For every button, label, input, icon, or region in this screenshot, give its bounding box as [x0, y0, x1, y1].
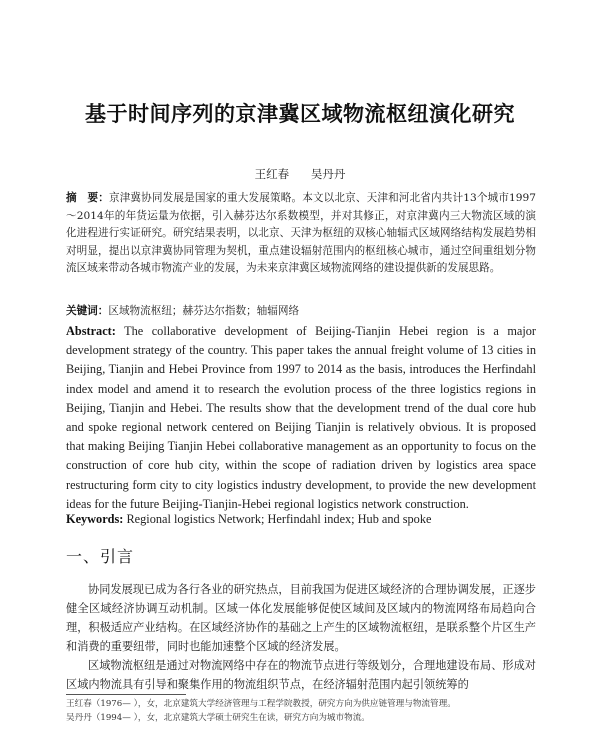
body-paragraph: 协同发展现已成为各行各业的研究热点，目前我国为促进区域经济的合理协调发展，正逐步健全区域经济协调互动机制。区域一体化发展能够促使区域间及区域内的物流网络布局趋向合理，积极适应产业结构。在区域经济协作的基础之上产生的区域物流枢纽，是联系整个片区生产和消费的重要纽带，同时也能加速整个区域的经济发展。 — [66, 583, 536, 653]
chinese-keywords — [66, 303, 536, 320]
author-line — [0, 166, 600, 182]
keywords-text: 区域物流枢纽；赫芬达尔指数；轴辐网络 — [108, 305, 300, 317]
keywords-label: Keywords: — [66, 512, 124, 526]
section-heading: 一、引言 — [66, 547, 135, 566]
abstract-label: Abstract: — [66, 324, 116, 338]
english-abstract — [66, 322, 536, 514]
footnotes — [66, 697, 536, 725]
section-body — [66, 580, 536, 694]
body-paragraph: 区域物流枢纽是通过对物流网络中存在的物流节点进行等级划分，合理地建设布局、形成对区域内物流具有引导和聚集作用的物流组织节点，在经济辐射范围内起引领统筹的 — [66, 659, 536, 691]
footnote: 吴丹丹（1994— ），女，北京建筑大学硕士研究生在读，研究方向为城市物流。 — [66, 713, 370, 723]
chinese-abstract — [66, 190, 536, 278]
paper-title: 基于时间序列的京津冀区域物流枢纽演化研究 — [85, 102, 515, 126]
abstract-text: The collaborative development of Beijing-Tianjin Hebei region is a major development strategy of the country. This paper takes the annual freight volume of 13 cities in Beijing, Tianjin and Hebei Province from 1997 to 2014 as the basis, introduces the Herfindahl index model and amend it to research the evolution process of the three logistics regions in Beijing, Tianjin and Hebei. The results show that the development trend of the dual core hub and spoke regional network centered on Beijing Tianjin is relatively obvious. It is proposed that making Beijing Tianjin Hebei collaborative management as an opportunity to focus on the construction of core hub city, within the scope of radiation driven by logistics area space restructuring form city to city logistics industry development, to provide the new development ideas for the future Beijing-Tianjin-Hebei regional logistics network construction. — [66, 324, 536, 511]
footnote-divider — [66, 694, 186, 695]
author-name: 吴丹丹 — [310, 167, 346, 181]
keywords-label: 关键词： — [66, 305, 109, 317]
abstract-label: 摘 要： — [66, 192, 109, 204]
keywords-text: Regional logistics Network; Herfindahl index; Hub and spoke — [126, 512, 432, 526]
english-keywords — [66, 510, 536, 529]
abstract-text: 京津冀协同发展是国家的重大发展策略。本文以北京、天津和河北省内共计13个城市1997～2014年的年货运量为依据，引入赫芬达尔系数模型，并对其修正，对京津冀内三大物流区域的演化进程进行实证研究。研究结果表明，以北京、天津为枢纽的双核心轴辐式区域网络结构发展趋势相对明显，提出以京津冀协同管理为契机，重点建设辐射范围内的枢纽核心城市，通过空间重组划分物流区域来带动各城市物流产业的发展，为未来京津冀区域物流网络的建设提供新的发展思路。 — [66, 192, 537, 275]
footnote: 王红春（1976— ），女，北京建筑大学经济管理与工程学院教授，研究方向为供应链管理与物流管理。 — [66, 699, 456, 709]
author-name: 王红春 — [254, 167, 290, 181]
